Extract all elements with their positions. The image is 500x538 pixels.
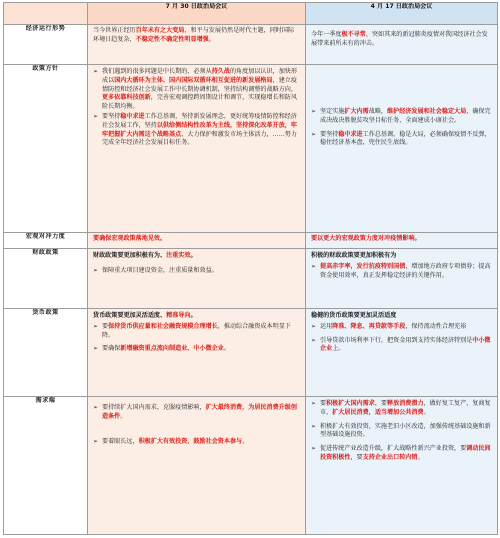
list-item: ➢ 要坚持稳中求进工作总基调，坚持新发展理念，更好统筹疫情防控和经济社会发展工作，坚持以供给侧结构性改革为主线，坚持深化改革开放，牢牢把握扩大内需这个战略基点，大力保护和激发市场主体活力，……努力完成全年经济社会发展目标任务。: [93, 112, 297, 147]
apr-demand-side: [306, 397, 498, 535]
list-item: ➢ 要保持货币供应量和社会融资规模合理增长，推动综合融资成本明显下降。: [93, 322, 291, 339]
header-row: [4, 3, 498, 25]
bullet-arrow-icon: ➢: [93, 266, 99, 274]
row-policy-guideline: [4, 65, 498, 233]
apr-economic-situation: 今年一季度极不寻常，突如其来的新冠肺炎疫情对我国经济社会发展带来前所未有的冲击。: [306, 25, 498, 65]
apr-policy-guideline: [306, 65, 498, 233]
jul-macro-hedging: 要确保宏观政策落地见效。: [88, 233, 306, 249]
list-item: ➢ 保障重大项目建设资金，注重质量和效益。: [93, 266, 218, 274]
header-jul-meeting: 7 月 30 日政治局会议: [88, 3, 306, 25]
bullet-arrow-icon: ➢: [311, 400, 317, 407]
bullet-arrow-icon: ➢: [311, 108, 317, 115]
list-item: ➢ 坚定实施扩大内需战略，维护经济发展和社会稳定大局，确保完成决战决胜脱贫攻坚目标任务，全面建成小康社会。: [311, 108, 491, 124]
bullet-arrow-icon: ➢: [311, 445, 317, 453]
list-item: ➢ 要积极扩大国内需求，要释放消费潜力，做好复工复产、复商复市，扩大居民消费，适当增加公共消费。: [311, 400, 491, 416]
politburo-meeting-comparison-table: [3, 2, 498, 535]
row-label: 需求端: [4, 397, 88, 535]
list-item: ➢ 我们遇到的很多问题是中长期的，必须从持久战的角度加以认识，加快形成以国内大循环为主体、国内国际双循环相互促进的新发展格局，建立疫情防控和经济社会发展工作中长期协调机制，坚持结构调整的战略方向，更多依靠科技创新，完善宏观调控跨周期设计和调节，实现稳增长和防风险长期均衡。: [93, 68, 297, 111]
apr-fiscal-policy: 积极的财政政策要更加积极有为 ➢ 提高赤字率，发行抗疫特别国债，增加地方政府专项债券；提高资金使用效率，真正发挥稳定经济的关键作用。: [306, 249, 498, 309]
apr-macro-hedging: 要以更大的宏观政策力度对冲疫情影响。: [306, 233, 498, 249]
bullet-arrow-icon: ➢: [311, 262, 317, 270]
list-item: ➢ 要确保新增融资重点流向制造业、中小微企业。: [93, 345, 230, 353]
row-demand-side: [4, 397, 498, 535]
jul-policy-guideline: [88, 65, 306, 233]
bullet-arrow-icon: ➢: [311, 422, 317, 430]
row-label: 货币政策: [4, 309, 88, 397]
row-fiscal-policy: [4, 249, 498, 309]
jul-monetary-policy: 货币政策要更加灵活适度、精准导向。 ➢ 要保持货币供应量和社会融资规模合理增长，推动综合融资成本明显下降。 ➢ 要确保新增融资重点流向制造业、中小微企业。: [88, 309, 306, 397]
bullet-arrow-icon: ➢: [311, 322, 317, 330]
row-label: 宏观对冲力度: [4, 233, 88, 249]
list-item: ➢ 积极扩大有效投资，实施老旧小区改造，加强传统基础设施和新型基础设施投资。: [311, 422, 491, 439]
bullet-arrow-icon: ➢: [93, 322, 99, 330]
bullet-arrow-icon: ➢: [93, 437, 99, 445]
bullet-arrow-icon: ➢: [93, 112, 99, 120]
list-item: ➢ 要着眼长远，积极扩大有效投资，鼓励社会资本参与。: [93, 437, 249, 445]
row-economic-situation: [4, 25, 498, 65]
list-item: ➢ 运用降准、降息、再贷款等手段，保持流动性合理充裕: [311, 322, 467, 330]
jul-fiscal-policy: 财政政策要更加积极有为、注重实效。 ➢ 保障重大项目建设资金，注重质量和效益。: [88, 249, 306, 309]
bullet-arrow-icon: ➢: [93, 404, 99, 411]
apr-monetary-policy: 稳健的货币政策要更加灵活适度 ➢ 运用降准、降息、再贷款等手段，保持流动性合理充裕 ➢ 引导贷款市场利率下行，把资金用到支持实体经济特别是中小微企业上。: [306, 309, 498, 397]
jul-economic-situation: 当今世界正经历百年未有之大变局，和平与发展仍然是时代主题，同时国际环境日趋复杂，不稳定性不确定性明显增强。: [88, 25, 306, 65]
row-label: 财政政策: [4, 249, 88, 309]
bullet-arrow-icon: ➢: [93, 345, 99, 353]
bullet-arrow-icon: ➢: [311, 336, 317, 344]
jul-demand-side: [88, 397, 306, 535]
row-macro-hedging: [4, 233, 498, 249]
list-item: ➢ 促进传统产业改造升级，扩大战略性新兴产业投资，要调动民间投资积极性，要支持企业出口转内销。: [311, 445, 491, 461]
list-item: ➢ 提高赤字率，发行抗疫特别国债，增加地方政府专项债券；提高资金使用效率，真正发挥稳定经济的关键作用。: [311, 262, 491, 279]
row-label: 政策方针: [4, 65, 88, 233]
bullet-arrow-icon: ➢: [311, 130, 317, 138]
header-apr-meeting: 4 月 17 日政治局会议: [306, 3, 498, 25]
row-label: 经济运行形势: [4, 25, 88, 65]
list-item: ➢ 要坚持稳中求进工作总基调，稳是大局，必须确保疫情不反弹，稳住经济基本盘，兜住民生底线。: [311, 130, 491, 147]
list-item: ➢ 要持续扩大国内需求，克服疫情影响，扩大最终消费，为居民消费升级创造条件。: [93, 404, 297, 420]
header-blank-cell: [4, 3, 88, 25]
row-monetary-policy: [4, 309, 498, 397]
list-item: ➢ 引导贷款市场利率下行，把资金用到支持实体经济特别是中小微企业上。: [311, 336, 491, 353]
bullet-arrow-icon: ➢: [93, 68, 99, 75]
